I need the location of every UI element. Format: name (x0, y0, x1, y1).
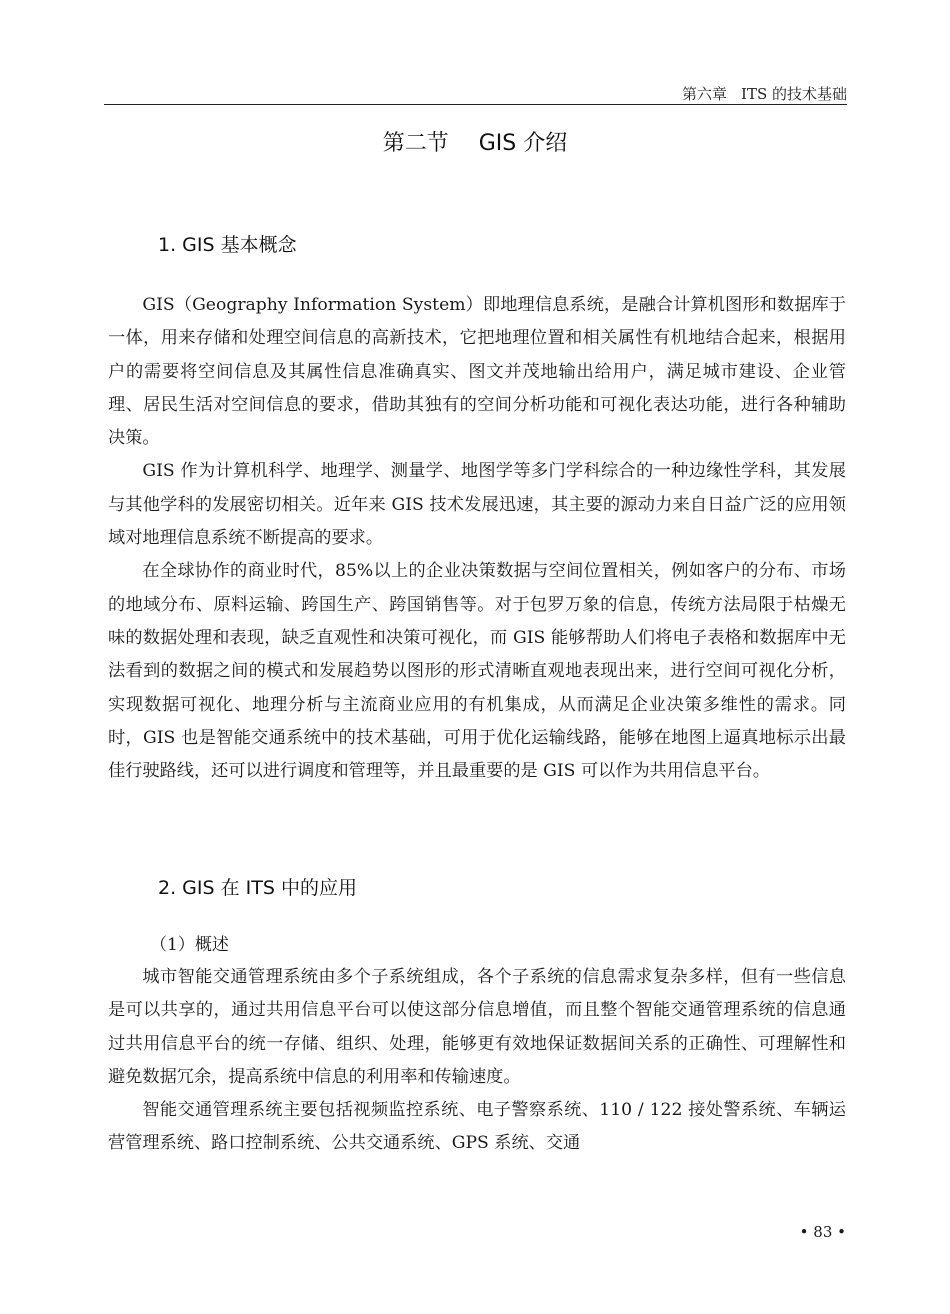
paragraph: GIS（Geography Information System）即地理信息系统，是融合计算机图形和数据库于一体，用来存储和处理空间信息的高新技术，它把地理位置和相关属性有机地结合起来，根据用户的需要将空间信息及其属性信息准确真实、图文并茂地输出给用户，满足城市建设、企业管理、居民生活对空间信息的要求，借助其独有的空间分析功能和可视化表达功能，进行各种辅助决策。 (108, 295, 846, 449)
paragraph: 城市智能交通管理系统由多个子系统组成，各个子系统的信息需求复杂多样，但有一些信息是可以共享的，通过共用信息平台可以使这部分信息增值，而且整个智能交通管理系统的信息通过共用信息平台的统一存储、组织、处理，能够更有效地保证数据间关系的正确性、可理解性和避免数据冗余，提高系统中信息的利用率和传输速度。 (108, 967, 846, 1087)
running-head-chapter: 第六章 (682, 85, 728, 103)
header-rule (104, 104, 847, 105)
subsection-1-heading: 1. GIS 基本概念 (158, 234, 297, 256)
subsection-1-body (108, 289, 846, 788)
item-heading: （1）概述 (150, 935, 229, 955)
subsection-2-body (108, 961, 846, 1161)
paragraph: 在全球协作的商业时代，85%以上的企业决策数据与空间位置相关，例如客户的分布、市场的地域分布、原料运输、跨国生产、跨国销售等。对于包罗万象的信息，传统方法局限于枯燥无味的数据处理和表现，缺乏直观性和决策可视化，而 GIS 能够帮助人们将电子表格和数据库中无法看到的数据之间的模式和发展趋势以图形的形式清晰直观地表现出来，进行空间可视化分析，实现数据可视化、地理分析与主流商业应用的有机集成，从而满足企业决策多维性的需求。同时，GIS 也是智能交通系统中的技术基础，可用于优化运输线路，能够在地图上逼真地标示出最佳行驶路线，还可以进行调度和管理等，并且最重要的是 GIS 可以作为共用信息平台。 (108, 561, 846, 782)
paragraph: GIS 作为计算机科学、地理学、测量学、地图学等多门学科综合的一种边缘性学科，其发展与其他学科的发展密切相关。近年来 GIS 技术发展迅速，其主要的源动力来自日益广泛的应用领域对地理信息系统不断提高的要求。 (108, 461, 846, 549)
section-title (0, 128, 950, 160)
section-number: 第二节 (382, 131, 449, 156)
page-number: • 83 • (799, 1223, 846, 1241)
running-head (104, 84, 847, 104)
running-head-title: ITS 的技术基础 (741, 85, 847, 103)
section-title-text: GIS 介绍 (478, 131, 568, 156)
subsection-2-heading: 2. GIS 在 ITS 中的应用 (158, 877, 357, 899)
paragraph: 智能交通管理系统主要包括视频监控系统、电子警察系统、110 / 122 接处警系统、车辆运营管理系统、路口控制系统、公共交通系统、GPS 系统、交通 (108, 1100, 846, 1154)
